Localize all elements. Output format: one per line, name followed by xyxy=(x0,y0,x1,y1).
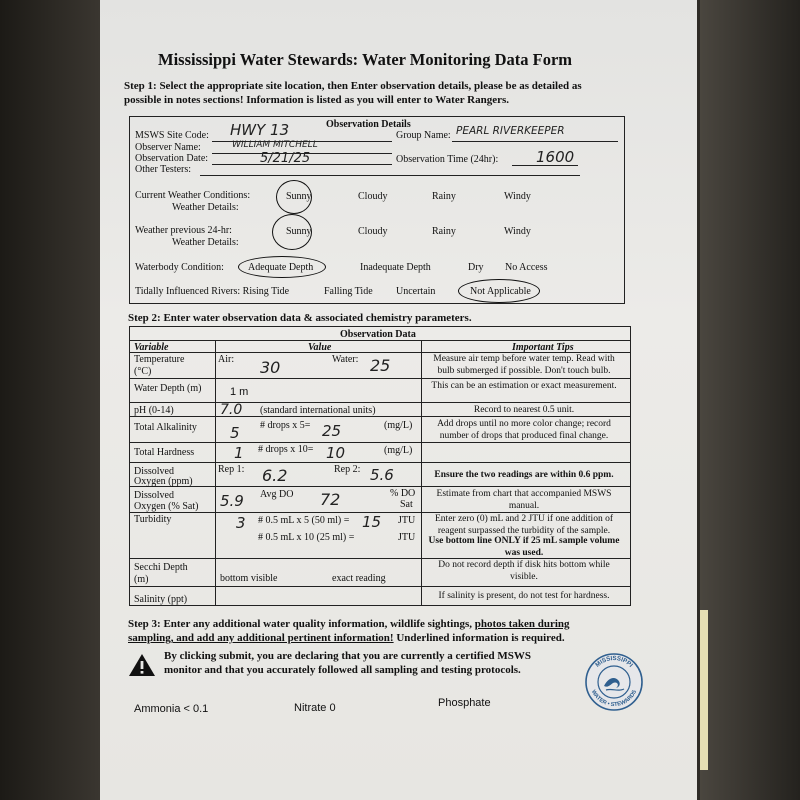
water-depth-tip: This can be an estimation or exact measurement. xyxy=(431,381,617,391)
ph-tip: Record to nearest 0.5 unit. xyxy=(473,405,575,415)
current-weather-windy[interactable]: Windy xyxy=(504,191,531,202)
rep1-label: Rep 1: xyxy=(218,464,245,475)
not-applicable-circle xyxy=(458,279,540,303)
current-weather-cloudy[interactable]: Cloudy xyxy=(358,191,388,202)
do-sat-label-2: Oxygen (% Sat) xyxy=(134,501,199,512)
secchi-bottom-visible[interactable]: bottom visible xyxy=(220,573,278,584)
background-right xyxy=(700,0,800,800)
data-form-page xyxy=(100,0,697,800)
observation-date-value[interactable]: 5/21/25 xyxy=(260,151,311,166)
tidal-not-applicable[interactable]: Not Applicable xyxy=(470,286,531,297)
secchi-exact-reading[interactable]: exact reading xyxy=(332,573,386,584)
tidal-uncertain[interactable]: Uncertain xyxy=(396,286,436,297)
water-depth-label: Water Depth (m) xyxy=(134,383,202,394)
svg-text:WATER • STEWARDS: WATER • STEWARDS xyxy=(589,689,639,709)
air-temp-value[interactable]: 30 xyxy=(260,358,281,377)
observation-time-label: Observation Time (24hr): xyxy=(396,154,499,165)
form-title: Mississippi Water Stewards: Water Monitoring Data Form xyxy=(158,50,573,69)
water-depth-value[interactable]: 1 m xyxy=(230,386,249,398)
turbidity-line1: # 0.5 mL x 5 (50 ml) = xyxy=(258,515,350,526)
secchi-label-2: (m) xyxy=(134,574,149,585)
tidal-rivers-label[interactable]: Tidally Influenced Rivers: Rising Tide xyxy=(135,286,290,297)
observer-name-value[interactable]: WILLIAM MITCHELL xyxy=(232,140,318,150)
phosphate-note[interactable]: Phosphate xyxy=(438,697,491,709)
hardness-unit: (mg/L) xyxy=(384,445,413,456)
declaration-line2: monitor and that you accurately followed all sampling and testing protocols. xyxy=(164,664,521,676)
water-temp-value[interactable]: 25 xyxy=(370,356,391,375)
weather-prev-label: Weather previous 24-hr: xyxy=(135,225,232,236)
prev-sunny-circle xyxy=(272,214,312,250)
warning-icon xyxy=(128,653,156,682)
site-code-value[interactable]: HWY 13 xyxy=(230,121,290,139)
temperature-label: Temperature xyxy=(134,354,185,365)
pct-sat-label: Sat xyxy=(400,499,413,510)
other-testers-label: Other Testers: xyxy=(135,164,192,175)
salinity-label: Salinity (ppt) xyxy=(134,594,188,605)
current-weather-details-label: Weather Details: xyxy=(172,202,239,213)
do-sat-tip: Estimate from chart that accompanied MSWS manual. xyxy=(436,489,612,511)
rep2-value[interactable]: 5.6 xyxy=(370,466,394,484)
do-sat-value[interactable]: 5.9 xyxy=(220,492,244,510)
observation-date-label: Observation Date: xyxy=(135,153,209,164)
turbidity-label: Turbidity xyxy=(134,514,172,525)
alkalinity-unit: (mg/L) xyxy=(384,420,413,431)
water-label: Water: xyxy=(332,354,359,365)
current-sunny-circle xyxy=(276,180,312,214)
turbidity-line2: # 0.5 mL x 10 (25 ml) = xyxy=(258,532,355,543)
observation-details-heading: Observation Details xyxy=(326,119,411,130)
secchi-tip: Do not record depth if disk hits bottom while visible. xyxy=(438,560,610,582)
alkalinity-value[interactable]: 25 xyxy=(322,422,342,440)
waterbody-inadequate-depth[interactable]: Inadequate Depth xyxy=(360,262,431,273)
rep2-label: Rep 2: xyxy=(334,464,361,475)
current-weather-sunny[interactable]: Sunny xyxy=(286,191,312,202)
step1-line2: possible in notes sections! Information is listed as you will enter to Water Rangers. xyxy=(124,94,510,106)
salinity-tip: If salinity is present, do not test for hardness. xyxy=(438,591,610,601)
prev-weather-details-label: Weather Details: xyxy=(172,237,239,248)
do-ppm-label-1: Dissolved xyxy=(134,466,174,477)
hardness-value[interactable]: 10 xyxy=(326,444,346,462)
observer-name-label: Observer Name: xyxy=(135,142,201,153)
adequate-depth-circle xyxy=(238,256,326,278)
underlying-page-edge xyxy=(700,610,708,770)
waterbody-dry[interactable]: Dry xyxy=(468,262,484,273)
alkalinity-multiplier: # drops x 5= xyxy=(260,420,311,431)
waterbody-no-access[interactable]: No Access xyxy=(505,262,548,273)
air-label: Air: xyxy=(218,354,235,365)
step2-heading: Step 2: Enter water observation data & associated chemistry parameters. xyxy=(128,312,472,324)
secchi-label-1: Secchi Depth xyxy=(134,562,188,573)
alkalinity-label: Total Alkalinity xyxy=(134,422,197,433)
col-tips-header: Important Tips xyxy=(512,342,574,353)
turbidity-unit2: JTU xyxy=(398,532,416,543)
prev-weather-rainy[interactable]: Rainy xyxy=(432,226,456,237)
waterbody-adequate-depth[interactable]: Adequate Depth xyxy=(248,262,314,273)
group-name-value[interactable]: PEARL RIVERKEEPER xyxy=(456,125,565,137)
do-ppm-tip: Ensure the two readings are within 0.6 ppm. xyxy=(434,470,614,480)
declaration-line1: By clicking submit, you are declaring that you are currently a certified MSWS xyxy=(164,650,531,662)
observation-data-heading: Observation Data xyxy=(340,329,416,340)
turbidity-drops[interactable]: 3 xyxy=(236,514,246,532)
step3-line2: sampling, and add any additional pertinent information! Underlined information is required. xyxy=(128,632,565,644)
hardness-multiplier: # drops x 10= xyxy=(258,444,314,455)
step1-line1: Step 1: Select the appropriate site location, then Enter observation details, please be as detailed as xyxy=(124,80,582,92)
alkalinity-drops[interactable]: 5 xyxy=(230,424,240,442)
step3-line1: Step 3: Enter any additional water quality information, wildlife sightings, photos taken during xyxy=(128,618,570,630)
ph-label: pH (0-14) xyxy=(134,405,174,416)
ph-units: (standard international units) xyxy=(260,405,376,416)
turbidity-tip-2: Use bottom line ONLY if 25 mL sample volume was used. xyxy=(428,536,620,558)
current-weather-label: Current Weather Conditions: xyxy=(135,190,251,201)
ph-value[interactable]: 7.0 xyxy=(220,402,243,418)
background-left xyxy=(0,0,100,800)
do-ppm-label-2: Oxygen (ppm) xyxy=(134,476,193,487)
site-code-label: MSWS Site Code: xyxy=(135,130,209,141)
hardness-drops[interactable]: 1 xyxy=(234,444,244,462)
group-name-label: Group Name: xyxy=(396,130,451,141)
prev-weather-sunny[interactable]: Sunny xyxy=(286,226,312,237)
waterbody-condition-label: Waterbody Condition: xyxy=(135,262,224,273)
rep1-value[interactable]: 6.2 xyxy=(262,466,288,485)
msws-seal-logo xyxy=(584,652,644,717)
do-sat-label-1: Dissolved xyxy=(134,490,174,501)
turbidity-unit1: JTU xyxy=(398,515,416,526)
pct-do-label: % DO xyxy=(390,488,416,499)
alkalinity-tip: Add drops until no more color change; record number of drops that produced final change. xyxy=(437,419,611,441)
col-value-header: Value xyxy=(308,342,332,353)
observation-time-value[interactable]: 1600 xyxy=(536,148,575,166)
avg-do-value[interactable]: 72 xyxy=(320,490,341,509)
temperature-unit: (°C) xyxy=(134,366,152,377)
current-weather-rainy[interactable]: Rainy xyxy=(432,191,456,202)
ammonia-note[interactable]: Ammonia < 0.1 xyxy=(134,703,209,715)
temperature-tip: Measure air temp before water temp. Read with bulb submerged if possible. Don't touch bulb. xyxy=(433,354,615,376)
turbidity-value[interactable]: 15 xyxy=(362,513,382,531)
avg-do-label: Avg DO xyxy=(260,489,294,500)
tidal-falling-tide[interactable]: Falling Tide xyxy=(324,286,373,297)
col-variable-header: Variable xyxy=(134,342,169,353)
prev-weather-windy[interactable]: Windy xyxy=(504,226,531,237)
hardness-label: Total Hardness xyxy=(134,447,195,458)
svg-text:MISSISSIPPI: MISSISSIPPI xyxy=(594,654,635,669)
prev-weather-cloudy[interactable]: Cloudy xyxy=(358,226,388,237)
nitrate-note[interactable]: Nitrate 0 xyxy=(294,702,336,714)
turbidity-tip-1: Enter zero (0) mL and 2 JTU if one addition of reagent surpassed the turbidity of the sample. xyxy=(435,514,613,536)
